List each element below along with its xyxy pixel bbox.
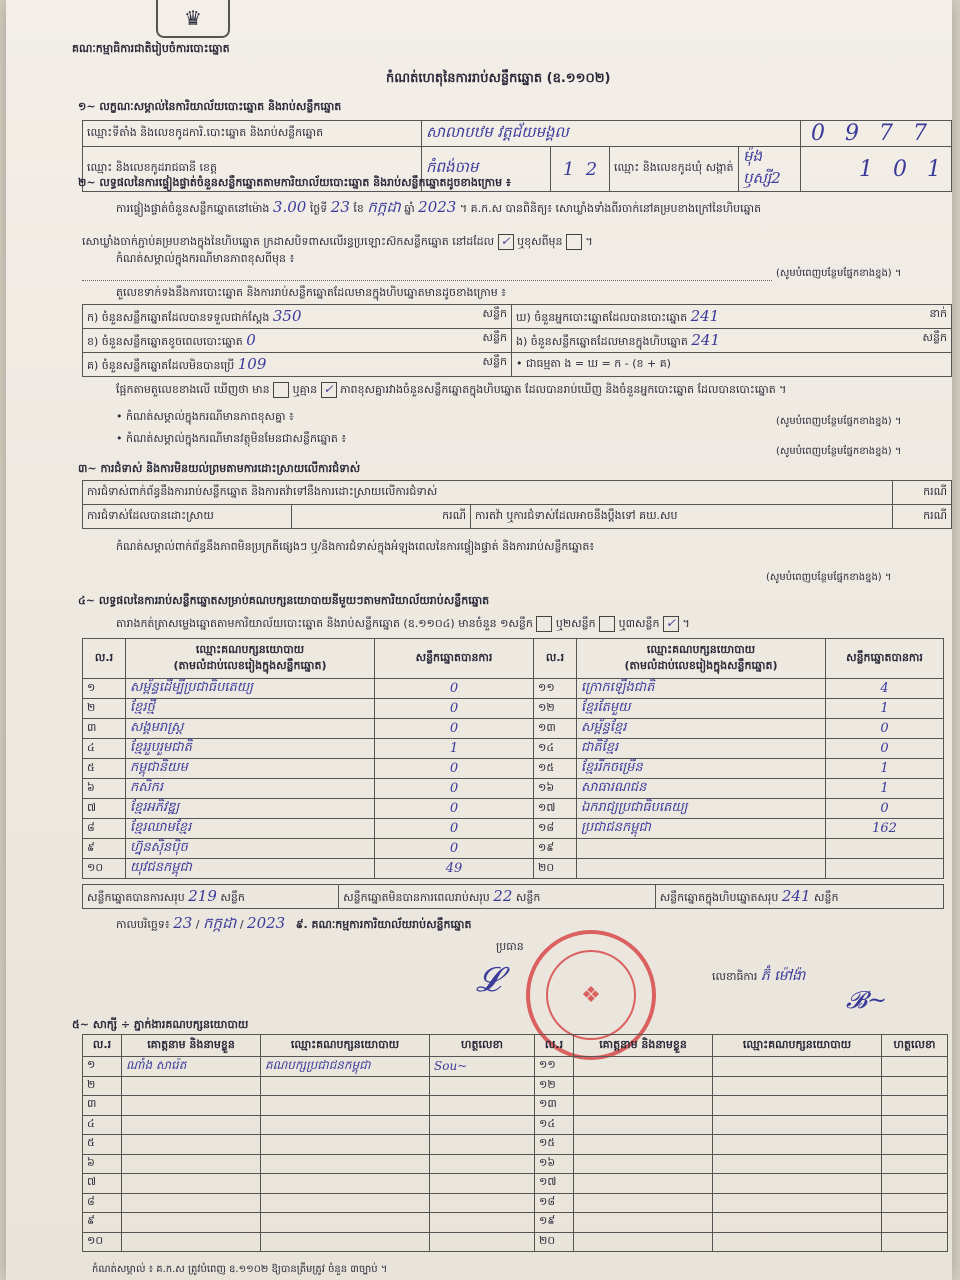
right-party-name: សម្ព័ន្ធខ្មែរ <box>577 719 826 739</box>
witness-signature <box>430 1076 535 1096</box>
total-box: 241 <box>781 886 811 905</box>
result-row <box>83 779 944 799</box>
code-digit: 7 <box>913 121 927 146</box>
right-votes: 1 <box>826 759 944 779</box>
right-votes: 4 <box>826 679 944 699</box>
sheets-1-label: តារាងកត់ត្រាសម្លេងឆ្នោតតាមការិយាល័យបោះឆ្នោត និងរាប់សន្លឹកឆ្នោត (ឧ.១១០៤) មានចំនួន ១សន្លឹក <box>116 617 533 630</box>
results-table <box>82 638 944 879</box>
witness-no: ៩ <box>83 1213 122 1233</box>
code-digit: 9 <box>845 121 859 146</box>
commune-code-digit: 1 <box>859 156 873 182</box>
witness-signature <box>430 1096 535 1116</box>
witness-no: ១០ <box>83 1232 122 1252</box>
w-col-no: ល.រ <box>83 1035 122 1057</box>
result-row <box>83 859 944 879</box>
right-votes: 0 <box>826 719 944 739</box>
left-no: ៨ <box>83 819 126 839</box>
witness-party: គណបក្សប្រជាជនកម្ពុជា <box>261 1057 430 1077</box>
commune-value: ម៉ុងឫស្សី2 <box>739 147 801 192</box>
ng2-value: 241 <box>691 330 721 349</box>
witness-row <box>83 1154 948 1174</box>
location-label: ឈ្មោះទីតាំង និងលេខកូដការិ.បោះឆ្នោត និងរាប់សន្លឹកឆ្នោត <box>83 121 422 147</box>
witness-name-right <box>574 1174 713 1194</box>
resolved-label: ការជំទាស់ដែលបានដោះស្រាយ <box>83 505 292 529</box>
w-col-sign: ហត្ថលេខា <box>430 1035 535 1057</box>
sheets-3-checkbox[interactable]: ✓ <box>663 616 679 632</box>
witness-party <box>261 1213 430 1233</box>
left-votes: 1 <box>375 739 534 759</box>
left-party-name: ខ្មែរអភិវឌ្ឍ <box>126 799 375 819</box>
commune-code-digit: 0 <box>893 156 907 182</box>
witness-no-right: ១២ <box>535 1076 574 1096</box>
left-party-name: ខ្មែររួបរួមជាតិ <box>126 739 375 759</box>
witness-no: ៨ <box>83 1193 122 1213</box>
col-party-sub: (តាមលំដាប់លេខរៀងក្នុងសន្លឹកឆ្នោត) <box>173 658 327 672</box>
witness-name <box>122 1135 261 1155</box>
commune-code-digit: 1 <box>927 156 941 182</box>
code-digit: 7 <box>879 121 893 146</box>
right-party-name <box>577 859 826 879</box>
witness-signature <box>430 1115 535 1135</box>
different-checkbox[interactable] <box>566 234 582 250</box>
left-no: ៩ <box>83 839 126 859</box>
left-votes: 0 <box>375 839 534 859</box>
witness-row <box>83 1213 948 1233</box>
kh-label: ខ) ចំនួនសន្លឹកឆ្នោតខូចពេលបោះឆ្នោត <box>87 334 243 348</box>
witness-name <box>122 1076 261 1096</box>
w-col-no-right: ល.រ <box>535 1035 574 1057</box>
result-row <box>83 679 944 699</box>
witness-row <box>83 1174 948 1194</box>
col-no-right: ល.រ <box>534 639 577 679</box>
witness-name-right <box>574 1135 713 1155</box>
witness-party-right <box>713 1154 882 1174</box>
diff-text: ភាពខុសគ្នារវាងចំនួនសន្លឹកឆ្នោតក្នុងហិបឆ្នោត ដែលបានរាប់ឃើញ និងចំនួនអ្នកបោះឆ្នោត ដែលបានបោះឆ្នោត ។ <box>340 383 787 396</box>
witness-name <box>122 1096 261 1116</box>
right-no: ២០ <box>534 859 577 879</box>
witness-signature-right <box>882 1096 948 1116</box>
ng-label: ឃ) ចំនួនអ្នកបោះឆ្នោតដែលបានបោះឆ្នោត <box>516 310 688 324</box>
formula: • ជាធម្មតា ង = ឃ = ក - (ខ + គ) <box>512 353 952 377</box>
left-votes: 0 <box>375 779 534 799</box>
total-box-unit: សន្លឹក <box>814 890 839 904</box>
witness-name-right <box>574 1154 713 1174</box>
sheets-2-checkbox[interactable] <box>599 616 615 632</box>
note-foreign-object: • កំណត់សម្គាល់ក្នុងករណីមានវត្ថុមិនមែនជាសន្លឹកឆ្នោត ៖ <box>116 432 347 445</box>
result-row <box>83 799 944 819</box>
seal-text: សោឃ្លាំងចាក់ភ្ជាប់គម្របខាងក្នុងនៃហិបឆ្នោត ក្រដាសបិទពាសលើរន្ធប្រឡោះស៊កសន្លឹកឆ្នោត នៅដដែល <box>82 235 495 248</box>
right-votes <box>826 839 944 859</box>
right-party-name: ក្រោកឡើងជាតិ <box>577 679 826 699</box>
witness-name-right <box>574 1213 713 1233</box>
left-votes: 0 <box>375 819 534 839</box>
right-party-name: ជាតិខ្មែរ <box>577 739 826 759</box>
witness-party-right <box>713 1076 882 1096</box>
right-party-name: ឯករាជ្យប្រជាធិបតេយ្យ <box>577 799 826 819</box>
appeal-label: ការតវ៉ា ឬការជំទាស់ដែលអាចនឹងប្តឹងទៅ គឃ.សប <box>471 505 893 529</box>
witness-signature: Sou~ <box>430 1057 535 1077</box>
sheets-3-label: ឬ៣សន្លឹក <box>618 617 660 630</box>
witness-no: ៣ <box>83 1096 122 1116</box>
col-party-sub-right: (តាមលំដាប់លេខរៀងក្នុងសន្លឹកឆ្នោត) <box>624 658 778 672</box>
province-code-digit: 2 <box>585 158 598 180</box>
form-sheet <box>6 0 952 1280</box>
diff-none-checkbox[interactable]: ✓ <box>321 382 337 398</box>
witness-no: ៤ <box>83 1115 122 1135</box>
left-party-name: ខ្មែរឈាមខ្មែរ <box>126 819 375 839</box>
objections-table <box>82 480 952 529</box>
chair-signature: 𝓛 <box>476 960 501 1000</box>
left-votes: 0 <box>375 719 534 739</box>
left-no: ៤ <box>83 739 126 759</box>
commune-label: ឈ្មោះ និងលេខកូដឃុំ សង្កាត់ <box>610 147 739 192</box>
right-party-name: សាធារណជន <box>577 779 826 799</box>
witness-no-right: ២០ <box>535 1232 574 1252</box>
cases-label: ករណី <box>893 481 952 505</box>
date-month: កក្កដា <box>203 914 237 932</box>
totals-line <box>82 884 944 909</box>
kh-unit: សន្លឹក <box>482 330 507 344</box>
right-votes <box>826 859 944 879</box>
witness-signature <box>430 1193 535 1213</box>
left-no: ១០ <box>83 859 126 879</box>
chair-label: ប្រធាន <box>496 940 524 953</box>
ng-value: 241 <box>690 306 720 325</box>
left-party-name: សង្គមរាស្ត្រ <box>126 719 375 739</box>
note-difference: • កំណត់សម្គាល់ក្នុងករណីមានភាពខុសគ្នា ៖ <box>116 410 294 423</box>
witness-party <box>261 1154 430 1174</box>
left-party-name: សម្ព័ន្ធដើម្បីប្រជាធិបតេយ្យ <box>126 679 375 699</box>
witness-name-right <box>574 1115 713 1135</box>
k-label: ក) ចំនួនសន្លឹកឆ្នោតដែលបានទទួលជាក់ស្តែង <box>87 310 270 324</box>
witness-signature-right <box>882 1115 948 1135</box>
witness-name-right <box>574 1232 713 1252</box>
witness-row <box>83 1076 948 1096</box>
figures-table <box>82 304 952 377</box>
verify-month: កក្កដា <box>367 198 401 216</box>
right-no: ១៧ <box>534 799 577 819</box>
k-unit: សន្លឹក <box>482 306 507 320</box>
total-invalid-unit: សន្លឹក <box>515 890 541 904</box>
section5-heading: ៥~ សាក្សី ÷ ភ្នាក់ងារគណបក្សនយោបាយ <box>72 1018 249 1031</box>
witness-no: ៧ <box>83 1174 122 1194</box>
witness-name-right <box>574 1193 713 1213</box>
fill-more-2: (សូមបំពេញបន្ថែមផ្នែកខាងខ្នង) ។ <box>776 416 902 427</box>
left-votes: 0 <box>375 699 534 719</box>
right-no: ១៩ <box>534 839 577 859</box>
objection-row1: ការជំទាស់ពាក់ព័ន្ធនឹងការរាប់សន្លឹកឆ្នោត និងការតវ៉ាទៅនឹងការដោះស្រាយលើការជំទាស់ <box>83 481 893 505</box>
committee-name: គណៈកម្មាធិការជាតិរៀបចំការបោះឆ្នោត <box>72 42 230 55</box>
witness-no-right: ១៥ <box>535 1135 574 1155</box>
right-no: ១៥ <box>534 759 577 779</box>
witness-signature-right <box>882 1154 948 1174</box>
date-label: កាលបរិច្ឆេទ៖ <box>116 918 170 931</box>
left-no: ៣ <box>83 719 126 739</box>
right-no: ១៣ <box>534 719 577 739</box>
fill-more-4: (សូមបំពេញបន្ថែមផ្នែកខាងខ្នង) ។ <box>766 572 892 583</box>
witness-signature <box>430 1174 535 1194</box>
result-row <box>83 699 944 719</box>
witness-signature-right <box>882 1135 948 1155</box>
tally-sheets-line <box>116 616 946 633</box>
witness-row <box>83 1232 948 1252</box>
left-votes: 0 <box>375 759 534 779</box>
witness-no: ៥ <box>83 1135 122 1155</box>
result-row <box>83 739 944 759</box>
left-no: ៧ <box>83 799 126 819</box>
sheets-end: ។ <box>682 617 690 630</box>
witness-party <box>261 1076 430 1096</box>
witness-party <box>261 1115 430 1135</box>
left-no: ៦ <box>83 779 126 799</box>
witness-name <box>122 1232 261 1252</box>
sheets-1-checkbox[interactable] <box>536 616 552 632</box>
verify-time: 3.00 <box>272 198 307 216</box>
left-party-name: ហ្វ៊ុនស៊ិនប៉ិច <box>126 839 375 859</box>
witness-signature-right <box>882 1213 948 1233</box>
witness-no-right: ១៨ <box>535 1193 574 1213</box>
verify-line <box>116 198 946 220</box>
witness-party <box>261 1193 430 1213</box>
right-votes: 1 <box>826 699 944 719</box>
date-day: 23 <box>173 914 193 932</box>
right-votes: 162 <box>826 819 944 839</box>
result-row <box>83 819 944 839</box>
resolved-cases: ករណី <box>292 505 471 529</box>
witness-name <box>122 1115 261 1135</box>
witness-party <box>261 1232 430 1252</box>
right-votes: 0 <box>826 739 944 759</box>
witness-row <box>83 1193 948 1213</box>
ng2-unit: សន្លឹក <box>922 330 947 344</box>
province-code-digit: 1 <box>562 158 575 180</box>
witness-signature-right <box>882 1174 948 1194</box>
left-no: ៥ <box>83 759 126 779</box>
k-value: 350 <box>272 306 302 325</box>
witness-name: ណាំង សារ៉េត <box>122 1057 261 1077</box>
section1-heading: ១~ លក្ខណៈសម្គាល់នៃការិយាល័យបោះឆ្នោត និងរាប់សន្លឹកឆ្នោត <box>78 100 342 113</box>
difference-line <box>116 382 946 399</box>
witness-name <box>122 1174 261 1194</box>
col-party: ឈ្មោះគណបក្សនយោបាយ <box>195 642 305 656</box>
witness-signature <box>430 1232 535 1252</box>
seal-line <box>82 234 952 251</box>
verify-day-label: ថ្ងៃទី <box>309 202 328 215</box>
g-label: គ) ចំនួនសន្លឹកឆ្នោតដែលមិនបានប្រើ <box>87 358 235 372</box>
total-valid: 219 <box>188 886 217 905</box>
emblem-icon: ♛ <box>156 0 230 38</box>
section3-heading: ៣~ ការជំទាស់ និងការមិនយល់ព្រមតាមការដោះស្រាយលើការជំទាស់ <box>78 462 361 475</box>
witness-no-right: ១១ <box>535 1057 574 1077</box>
location-value: សាលាបឋម វត្តជ័យមង្គល <box>422 121 801 147</box>
right-no: ១៨ <box>534 819 577 839</box>
left-party-name: យុវជនកម្ពុជា <box>126 859 375 879</box>
ng2-label: ង) ចំនួនសន្លឹកឆ្នោតដែលមានក្នុងហិបឆ្នោត <box>516 334 688 348</box>
witness-no-right: ១៣ <box>535 1096 574 1116</box>
left-votes: 0 <box>375 679 534 699</box>
witness-no-right: ១៩ <box>535 1213 574 1233</box>
section2-heading: ២~ លទ្ធផលនៃការផ្ទៀងផ្ទាត់ចំនួនសន្លឹកឆ្នោតតាមការិយាល័យបោះឆ្នោត និងរាប់សន្លឹកឆ្នោតដូចខាងក្រោម ៖ <box>78 176 511 189</box>
witness-no: ២ <box>83 1076 122 1096</box>
witness-signature-right <box>882 1076 948 1096</box>
verify-time-label: ការផ្ទៀងផ្ទាត់ចំនួនសន្លឹកឆ្នោតនៅម៉ោង <box>116 202 270 215</box>
footer-note: កំណត់សម្គាល់ ៖ គ.ក.ស ត្រូវបំពេញ ឧ.១១០២ ឱ្យបានត្រឹមត្រូវ ចំនួន ៣ច្បាប់ ។ <box>92 1264 388 1275</box>
left-no: ១ <box>83 679 126 699</box>
w-col-sign-right: ហត្ថលេខា <box>882 1035 948 1057</box>
witness-no-right: ១៤ <box>535 1115 574 1135</box>
witness-name-right <box>574 1057 713 1077</box>
witness-party-right <box>713 1096 882 1116</box>
total-valid-unit: សន្លឹក <box>220 890 245 904</box>
date-line: កាលបរិច្ឆេទ៖ 23 / កក្កដា / 2023 ៩. គណៈកម្មការការិយាល័យរាប់សន្លឹកឆ្នោត <box>116 914 472 932</box>
right-no: ១៤ <box>534 739 577 759</box>
verify-month-label: ខែ <box>353 202 364 215</box>
witness-name <box>122 1213 261 1233</box>
total-invalid: 22 <box>493 886 513 905</box>
right-party-name: ខ្មែររីកចម្រើន <box>577 759 826 779</box>
province-label: ឈ្មោះ និងលេខកូដរាជធានី ខេត្ត <box>83 147 422 192</box>
irregularity-note: កំណត់សម្គាល់ពាក់ព័ន្ធនឹងភាពមិនប្រក្រតីផ្សេងៗ ឬ/និងការជំទាស់ក្នុងអំឡុងពេលនៃការផ្ទៀងផ្ទាត់ និងការរាប់សន្លឹកឆ្នោត៖ <box>116 540 595 553</box>
verify-year-label: ឆ្នាំ <box>404 202 415 215</box>
w-col-name: គោត្តនាម និងនាមខ្លួន <box>122 1035 261 1057</box>
witness-table <box>82 1034 948 1252</box>
result-row <box>83 719 944 739</box>
col-party-right: ឈ្មោះគណបក្សនយោបាយ <box>646 642 756 656</box>
verify-text: ។ គ.ក.ស បានពិនិត្យ៖ សោឃ្លាំងទាំងពីរចាក់នៅគម្របខាងក្រៅនៃហិបឆ្នោត <box>459 202 762 215</box>
col-votes-right: សន្លឹកឆ្នោតបានការ <box>826 639 944 679</box>
verify-day: 23 <box>330 198 350 216</box>
witness-signature <box>430 1154 535 1174</box>
diff-none-label: ឬគ្មាន <box>292 383 318 396</box>
w-col-party: ឈ្មោះគណបក្សនយោបាយ <box>261 1035 430 1057</box>
witness-party-right <box>713 1213 882 1233</box>
witness-no-right: ១៦ <box>535 1154 574 1174</box>
witness-signature-right <box>882 1232 948 1252</box>
left-party-name: កសិករ <box>126 779 375 799</box>
g-value: 109 <box>237 354 267 373</box>
province-value: កំពង់ចាម <box>422 147 551 192</box>
witness-no: ៦ <box>83 1154 122 1174</box>
left-votes: 0 <box>375 799 534 819</box>
witness-row <box>83 1115 948 1135</box>
verify-year: 2023 <box>418 198 457 216</box>
fill-more-1: (សូមបំពេញបន្ថែមផ្នែកខាងខ្នង) ។ <box>776 268 902 279</box>
diff-has-label: ផ្អែកតាមតួលេខខាងលើ ឃើញថា មាន <box>116 383 270 396</box>
left-party-name: ខ្មែរថ្មី <box>126 699 375 719</box>
witness-party <box>261 1096 430 1116</box>
left-party-name: កម្ពុជានិយម <box>126 759 375 779</box>
witness-party <box>261 1174 430 1194</box>
note-different: កំណត់សម្គាល់ក្នុងករណីមានភាពខុសពីមុន ៖ <box>116 252 295 265</box>
total-invalid-label: សន្លឹកឆ្នោតមិនបានការពេលរាប់សរុប <box>343 890 490 904</box>
fill-more-3: (សូមបំពេញបន្ថែមផ្នែកខាងខ្នង) ។ <box>776 446 902 457</box>
witness-signature-right <box>882 1057 948 1077</box>
witness-no-right: ១៧ <box>535 1174 574 1194</box>
g-unit: សន្លឹក <box>482 354 507 368</box>
date-year: 2023 <box>247 914 286 932</box>
section4-heading: ៤~ លទ្ធផលនៃការរាប់សន្លឹកឆ្នោតសម្រាប់គណបក្សនយោបាយនីមួយៗតាមការិយាល័យរាប់សន្លឹកឆ្នោត <box>78 594 490 607</box>
witness-signature-right <box>882 1193 948 1213</box>
witness-party-right <box>713 1135 882 1155</box>
witness-row <box>83 1135 948 1155</box>
witness-row <box>83 1057 948 1077</box>
right-votes: 0 <box>826 799 944 819</box>
ng-unit: នាក់ <box>929 306 947 320</box>
right-party-name: ខ្មែរតែមួយ <box>577 699 826 719</box>
witness-name-right <box>574 1076 713 1096</box>
right-no: ១៦ <box>534 779 577 799</box>
form-title: កំណត់ហេតុនៃការរាប់សន្លឹកឆ្នោត (ឧ.១១០២) <box>386 71 611 86</box>
witness-party <box>261 1135 430 1155</box>
result-row <box>83 839 944 859</box>
col-no: ល.រ <box>83 639 126 679</box>
witness-party-right <box>713 1232 882 1252</box>
left-votes: 49 <box>375 859 534 879</box>
w-col-name-right: គោត្តនាម និងនាមខ្លួន <box>574 1035 713 1057</box>
secretary <box>712 966 805 987</box>
right-party-name <box>577 839 826 859</box>
col-votes: សន្លឹកឆ្នោតបានការ <box>375 639 534 679</box>
appeal-cases: ករណី <box>893 505 952 529</box>
secretary-label: លេខាធិការ <box>712 970 758 983</box>
witness-party-right <box>713 1193 882 1213</box>
stamp-emblem-icon: ❖ <box>546 950 636 1040</box>
witness-party-right <box>713 1174 882 1194</box>
witness-party-right <box>713 1115 882 1135</box>
right-party-name: ប្រជាជនកម្ពុជា <box>577 819 826 839</box>
witness-party-right <box>713 1057 882 1077</box>
witness-name <box>122 1193 261 1213</box>
seal-end: ។ <box>585 235 593 248</box>
right-votes: 1 <box>826 779 944 799</box>
witness-row <box>83 1096 948 1116</box>
sheets-2-label: ឬ២សន្លឹក <box>555 617 596 630</box>
total-valid-label: សន្លឹកឆ្នោតបានការសរុប <box>87 890 185 904</box>
witness-signature <box>430 1213 535 1233</box>
witness-signature <box>430 1135 535 1155</box>
figures-intro: តួលេខទាក់ទងនឹងការបោះឆ្នោត និងការរាប់សន្លឹកឆ្នោតដែលមានក្នុងហិបឆ្នោតមានដូចខាងក្រោម ៖ <box>116 286 507 299</box>
diff-has-checkbox[interactable] <box>273 382 289 398</box>
left-no: ២ <box>83 699 126 719</box>
note-line <box>82 270 772 281</box>
code-digit: 0 <box>811 121 825 146</box>
right-no: ១២ <box>534 699 577 719</box>
counting-committee: ៩. គណៈកម្មការការិយាល័យរាប់សន្លឹកឆ្នោត <box>295 918 472 931</box>
secretary-name: ភ៊ំ ម៉ៅង៉ា <box>760 968 806 984</box>
witness-name-right <box>574 1096 713 1116</box>
witness-no: ១ <box>83 1057 122 1077</box>
same-checkbox[interactable]: ✓ <box>498 234 514 250</box>
kh-value: 0 <box>246 330 256 349</box>
total-box-label: សន្លឹកឆ្នោតក្នុងហិបឆ្នោតសរុប <box>659 890 779 904</box>
witness-name <box>122 1154 261 1174</box>
different-label: ឬខុសពីមុន <box>517 235 563 248</box>
w-col-party-right: ឈ្មោះគណបក្សនយោបាយ <box>713 1035 882 1057</box>
right-no: ១១ <box>534 679 577 699</box>
result-row <box>83 759 944 779</box>
secretary-signature: 𝓑~ <box>846 986 888 1014</box>
